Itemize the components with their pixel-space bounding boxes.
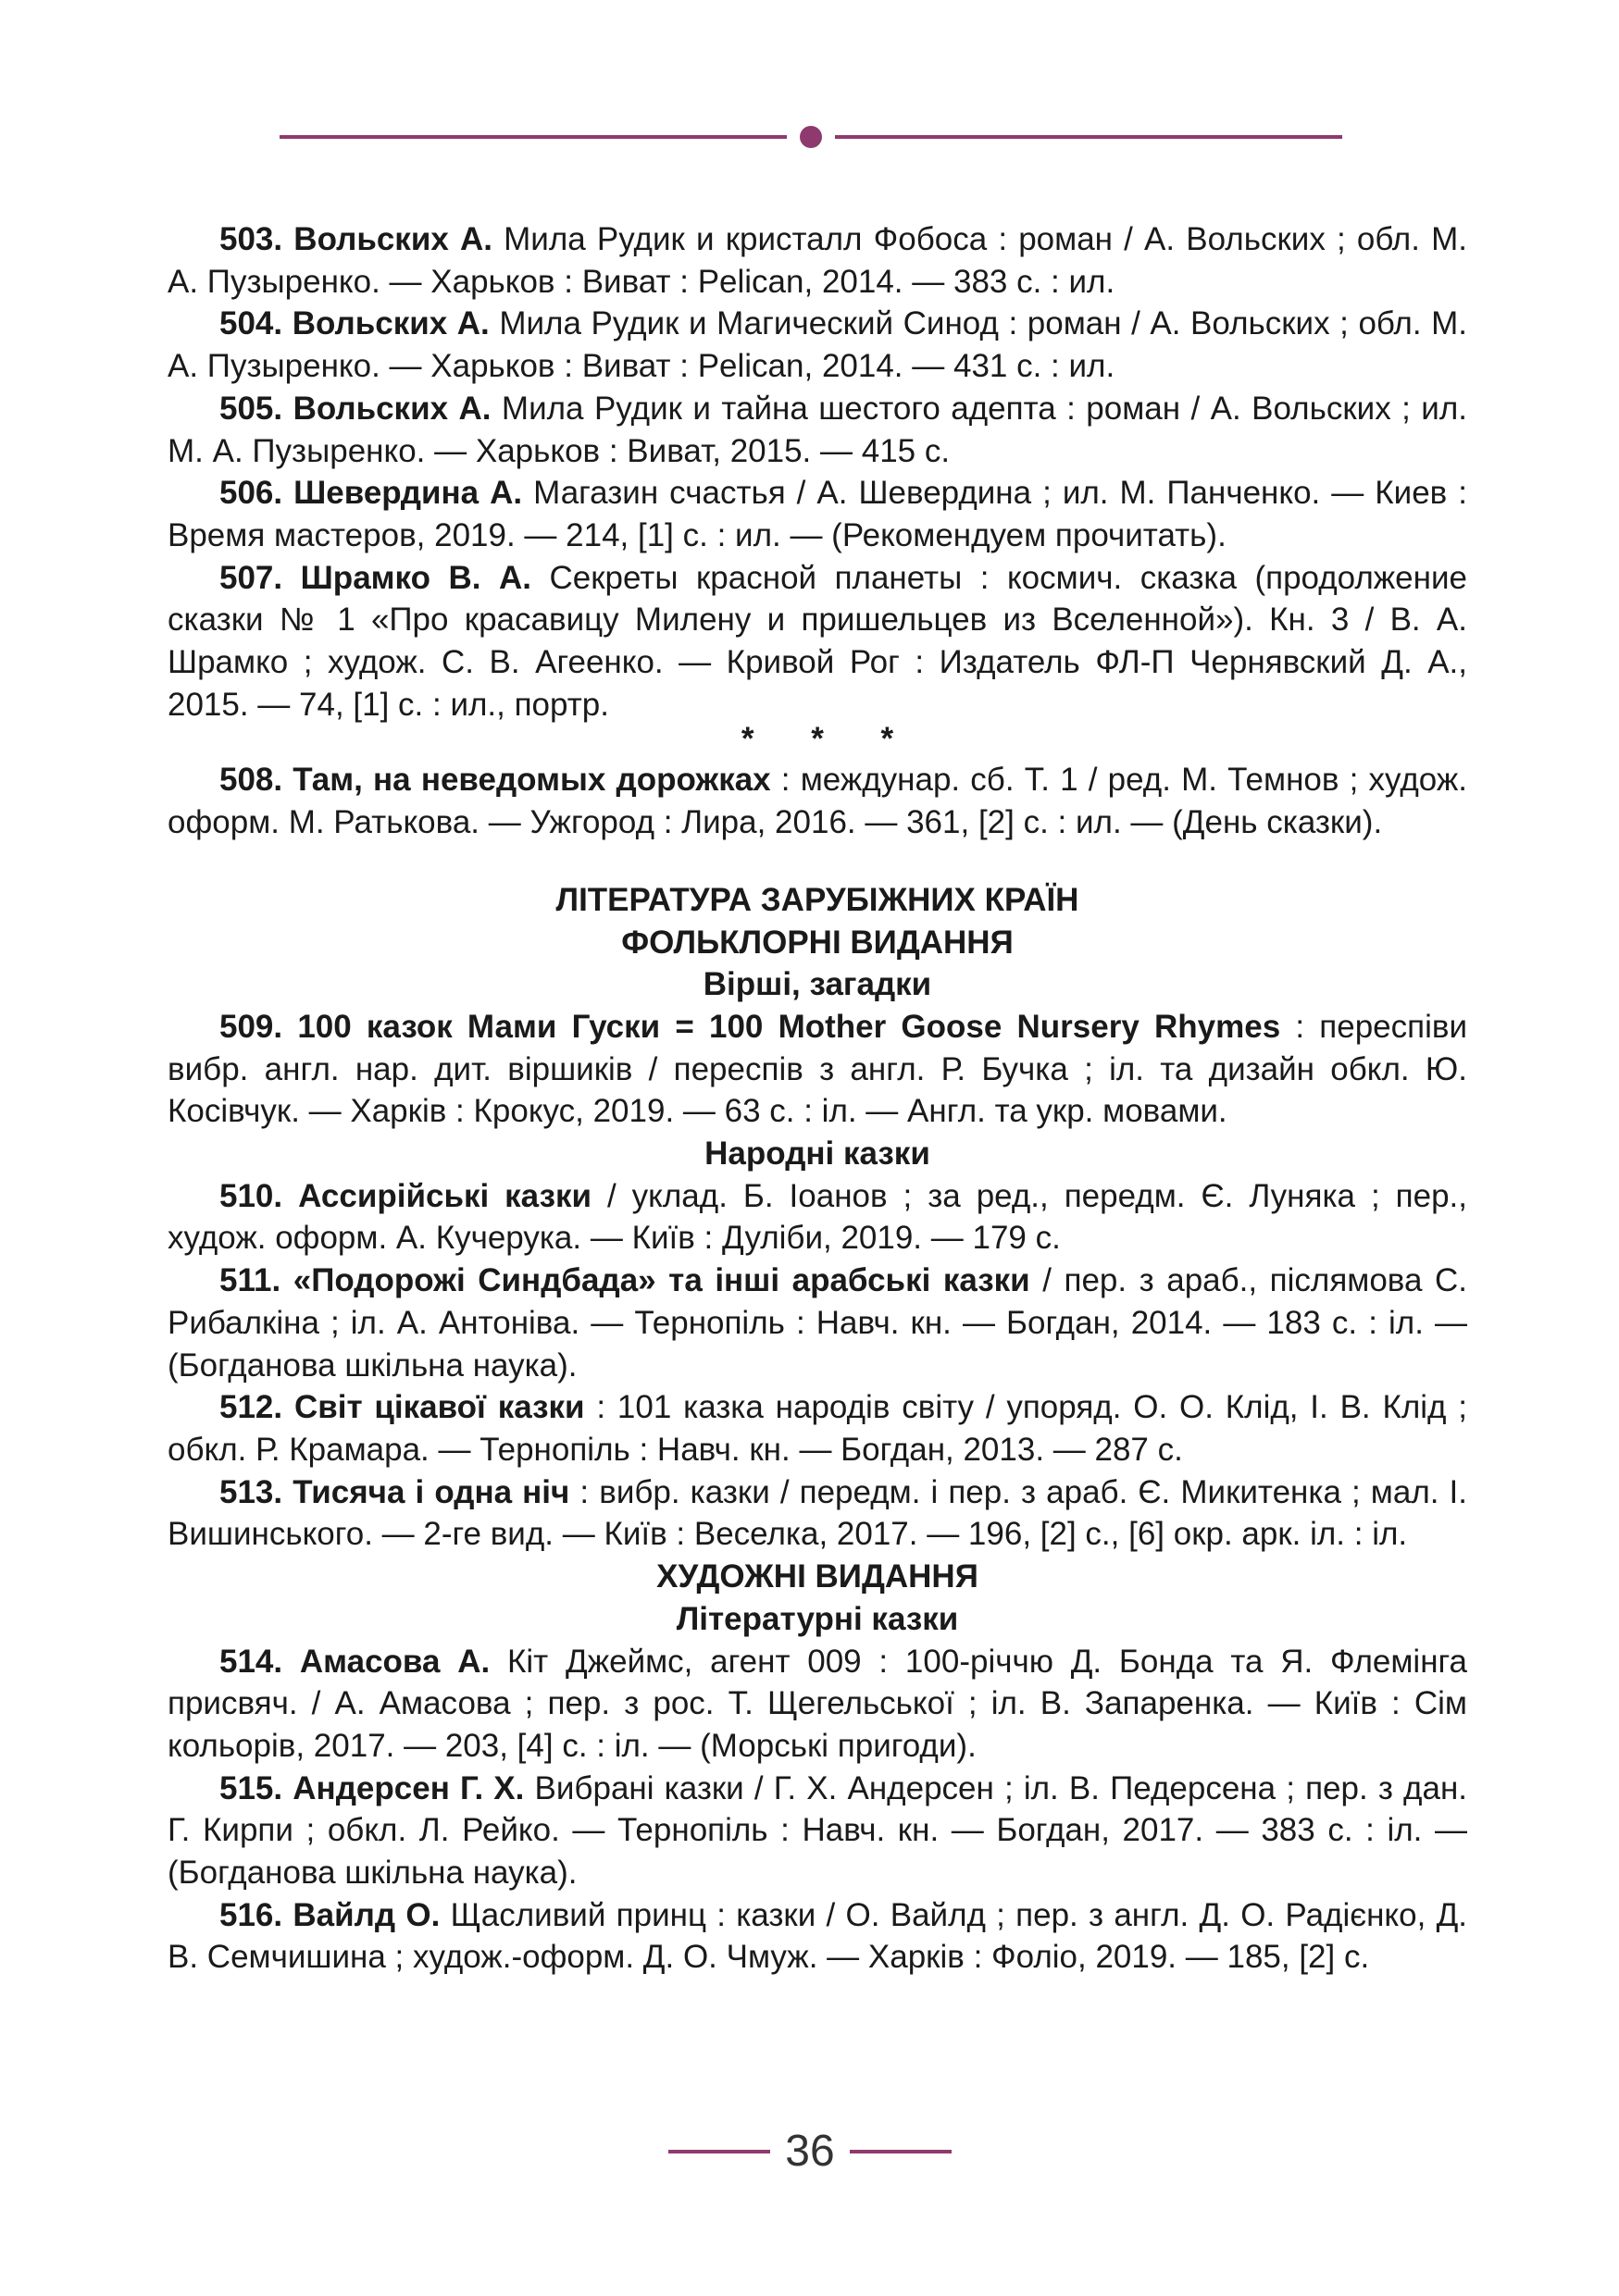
entry-author: Вольских А. xyxy=(293,390,492,427)
entry-author: Шрамко В. А. xyxy=(300,559,531,596)
entry-description: Магазин счастья / А. Шевердина ; ил. М. Панченко. — Киев : Время мастеров, 2019. — 214, [1] с. : ил. — (Рекомендуем прочитать). xyxy=(168,475,1467,553)
entry-description: : вибр. казки / передм. і пер. з араб. Є. Микитенка ; мал. І. Вишинського. — 2-ге вид. — Київ : Веселка, 2017. — 196, [2] с., [6] окр. арк. іл. : іл. xyxy=(168,1473,1467,1553)
entry-author: Вайлд О. xyxy=(293,1896,441,1933)
entry-description: Кіт Джеймс, агент 009 : 100-річчю Д. Бонда та Я. Флемінга присвяч. / А. Амасова ; пер. з рос. Т. Щегельської ; іл. В. Запаренка. — Київ : Сім кольорів, 2017. — 203, [4] с. : іл. — (Морські пригоди). xyxy=(168,1643,1467,1764)
entry-number: 514. xyxy=(219,1643,283,1680)
bib-entry xyxy=(168,1471,1467,1556)
entry-author: Шевердина А. xyxy=(293,475,523,512)
entry-author: Світ цікавої казки xyxy=(293,1389,585,1426)
footer-rule-right xyxy=(850,2150,952,2153)
bib-entry xyxy=(168,218,1467,303)
entry-number: 507. xyxy=(219,559,283,596)
header-ornament-dot xyxy=(800,126,822,148)
bib-entry xyxy=(168,1386,1467,1471)
entry-description: Секреты красной планеты : космич. сказка (продолжение сказки № 1 «Про красавицу Милену и пришельцев из Вселенной»). Кн. 3 / В. А. Шрамко ; худож. С. В. Агеенко. — Кривой Рог : Издатель ФЛ-П Чернявский Д. А., 2015. — 74, [1] с. : ил., портр. xyxy=(168,559,1467,723)
bib-entry xyxy=(168,1641,1467,1768)
entry-author: Амасова А. xyxy=(299,1643,491,1680)
entry-number: 513. xyxy=(219,1473,283,1510)
bib-entry xyxy=(168,1260,1467,1386)
bib-entry xyxy=(168,472,1467,556)
spacer xyxy=(168,844,1467,879)
header-rule-left xyxy=(280,135,787,139)
entry-author: Тисяча і одна ніч xyxy=(293,1473,570,1510)
entry-number: 515. xyxy=(219,1769,283,1806)
entry-author: Ассирійські казки xyxy=(298,1177,592,1214)
entry-number: 506. xyxy=(219,475,283,512)
entry-description: : 101 казка народів світу / упоряд. О. О. Клід, І. В. Клід ; обкл. Р. Крамара. — Тернопіль : Навч. кн. — Богдан, 2013. — 287 с. xyxy=(168,1389,1467,1468)
entry-author: «Подорожі Синдбада» та інші арабські казки xyxy=(293,1262,1030,1299)
page-number: 36 xyxy=(785,2127,835,2176)
entry-number: 504. xyxy=(219,305,283,342)
entries-group-2 xyxy=(168,1175,1467,1556)
section-heading: ЛІТЕРАТУРА ЗАРУБІЖНИХ КРАЇН xyxy=(555,881,1079,918)
subsection-heading-folk: ФОЛЬКЛОРНІ ВИДАННЯ xyxy=(621,924,1014,961)
entry-number: 511. xyxy=(219,1262,281,1299)
header-rule-right xyxy=(835,135,1342,139)
entry-description: Вибрані казки / Г. Х. Андерсен ; іл. В. Педерсена ; пер. з дан. Г. Кирпи ; обкл. Л. Рейко. — Тернопіль : Навч. кн. — Богдан, 2017. — 383 с. : іл. — (Богданова шкільна наука). xyxy=(168,1769,1467,1892)
entry-author: Вольских А. xyxy=(292,305,490,342)
page-footer xyxy=(0,2125,1619,2180)
entries-group-1 xyxy=(168,218,1467,726)
entry-author: Вольских А. xyxy=(293,221,492,257)
entry-number: 510. xyxy=(219,1177,283,1214)
section-separator: * * * xyxy=(741,721,918,758)
entry-description: Мила Рудик и Магический Синод : роман / А. Вольских ; обл. М. А. Пузыренко. — Харьков : Виват : Pelican, 2014. — 431 с. : ил. xyxy=(168,305,1467,385)
entry-description: Мила Рудик и кристалл Фобоса : роман / А. Вольских ; обл. М. А. Пузыренко. — Харьков : Виват : Pelican, 2014. — 383 с. : ил. xyxy=(168,221,1467,300)
entry-description: / уклад. Б. Іоанов ; за ред., передм. Є. Луняка ; пер., худож. оформ. А. Кучерука. — Київ : Дуліби, 2019. — 179 с. xyxy=(168,1177,1467,1257)
bib-entry xyxy=(168,303,1467,387)
entry-number: 512. xyxy=(219,1389,283,1426)
entry-description: Мила Рудик и тайна шестого адепта : роман / А. Вольских ; ил. М. А. Пузыренко. — Харьков : Виват, 2015. — 415 с. xyxy=(168,390,1467,469)
bib-entry xyxy=(168,557,1467,726)
bib-entry xyxy=(168,1894,1467,1979)
bib-entry xyxy=(168,1175,1467,1260)
bibliography-content xyxy=(168,218,1467,1979)
entry-number: 503. xyxy=(219,221,283,257)
entry-number: 505. xyxy=(219,390,283,427)
bib-entry xyxy=(168,1768,1467,1894)
category-heading-verses: Вірші, загадки xyxy=(703,966,932,1003)
category-heading-literary-tales: Літературні казки xyxy=(676,1600,959,1637)
subsection-heading-fiction: ХУДОЖНІ ВИДАННЯ xyxy=(656,1558,978,1595)
bib-entry-509: 509. 100 казок Мами Гуски = 100 Mother Goose Nursery Rhymes : переспіви вибр. англ. нар. дит. віршиків / переспів з англ. Р. Бучка ; іл. та дизайн обкл. Ю. Косівчук. — Харків : Крокус, 2019. — 63 с. : іл. — Англ. та укр. мовами. xyxy=(168,1008,1467,1130)
entry-author: Андерсен Г. Х. xyxy=(293,1769,525,1806)
category-heading-folk-tales: Народні казки xyxy=(704,1136,930,1173)
bib-entry-508: 508. Там, на неведомых дорожках : междунар. сб. Т. 1 / ред. М. Темнов ; худож. оформ. М. Ратькова. — Ужгород : Лира, 2016. — 361, [2] с. : ил. — (День сказки). xyxy=(168,762,1467,841)
footer-rule-left xyxy=(668,2150,770,2153)
entry-number: 516. xyxy=(219,1896,283,1933)
entries-group-3 xyxy=(168,1641,1467,1980)
bib-entry xyxy=(168,388,1467,472)
entry-description: / пер. з араб., післямова С. Рибалкіна ; іл. А. Антоніва. — Тернопіль : Навч. кн. — Богдан, 2014. — 183 с. : іл. — (Богданова шкільна наука). xyxy=(168,1262,1467,1384)
entry-description: Щасливий принц : казки / О. Вайлд ; пер. з англ. Д. О. Радієнко, Д. В. Семчишина ; худож.-оформ. Д. О. Чмуж. — Харків : Фоліо, 2019. — 185, [2] с. xyxy=(168,1896,1468,1976)
